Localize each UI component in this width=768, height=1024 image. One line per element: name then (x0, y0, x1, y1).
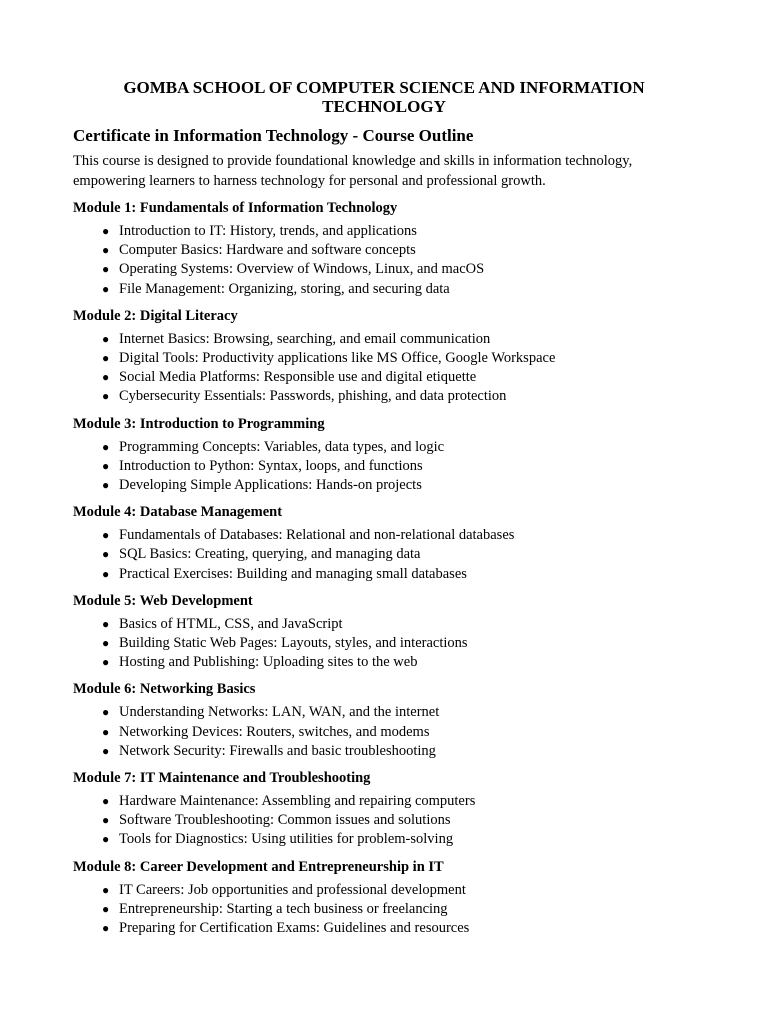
module-section-1 (73, 199, 695, 299)
list-item (102, 330, 695, 349)
bullet-icon: ● (102, 439, 110, 454)
bullet-icon: ● (102, 478, 110, 493)
bullet-icon: ● (102, 743, 110, 758)
bullet-icon: ● (102, 566, 110, 581)
list-item (102, 634, 695, 653)
course-intro: This course is designed to provide foundational knowledge and skills in information technology, empowering learners to harness technology for personal and professional growth. (73, 153, 633, 189)
list-item (102, 723, 695, 742)
list-item (102, 811, 695, 830)
topic-text: Programming Concepts: Variables, data types, and logic (119, 438, 445, 455)
module-list (73, 199, 695, 938)
module-heading: Module 7: IT Maintenance and Troubleshooting (73, 770, 371, 787)
module-heading: Module 1: Fundamentals of Information Technology (73, 200, 398, 216)
list-item (102, 653, 695, 672)
bullet-icon: ● (102, 281, 110, 296)
module-heading: Module 6: Networking Basics (73, 681, 256, 698)
list-item (102, 919, 695, 938)
bullet-icon: ● (102, 243, 110, 258)
list-item (102, 349, 695, 368)
module-section-6 (73, 680, 695, 761)
module-section-7 (73, 769, 695, 850)
module-heading: Module 3: Introduction to Programming (73, 415, 325, 432)
list-item (102, 565, 695, 584)
topic-text: Social Media Platforms: Responsible use and digital etiquette (119, 369, 477, 386)
list-item (102, 260, 695, 279)
bullet-icon: ● (102, 262, 110, 277)
bullet-icon: ● (102, 389, 110, 404)
topic-list (73, 703, 695, 761)
course-title: Certificate in Information Technology - Course Outline (73, 126, 474, 145)
list-item (102, 615, 695, 634)
list-item (102, 387, 695, 406)
topic-list (73, 615, 695, 673)
topic-text: Hosting and Publishing: Uploading sites to the web (119, 654, 418, 671)
bullet-icon: ● (102, 351, 110, 366)
topic-list (73, 222, 695, 299)
list-item (102, 900, 695, 919)
module-section-8 (73, 858, 695, 939)
topic-list (73, 330, 695, 407)
topic-text: Developing Simple Applications: Hands-on projects (119, 477, 422, 494)
topic-list (73, 526, 695, 584)
topic-list (73, 792, 695, 850)
module-heading: Module 8: Career Development and Entrepreneurship in IT (73, 858, 444, 875)
bullet-icon: ● (102, 882, 110, 897)
topic-text: Introduction to Python: Syntax, loops, and functions (119, 457, 423, 474)
list-item (102, 526, 695, 545)
topic-text: Basics of HTML, CSS, and JavaScript (119, 615, 343, 632)
list-item (102, 368, 695, 387)
bullet-icon: ● (102, 370, 110, 385)
topic-text: Networking Devices: Routers, switches, and modems (119, 723, 430, 740)
bullet-icon: ● (102, 636, 110, 651)
topic-text: Operating Systems: Overview of Windows, Linux, and macOS (119, 261, 485, 278)
topic-text: Entrepreneurship: Starting a tech business or freelancing (119, 900, 448, 917)
bullet-icon: ● (102, 813, 110, 828)
topic-text: Hardware Maintenance: Assembling and repairing computers (119, 793, 476, 810)
list-item (102, 703, 695, 722)
bullet-icon: ● (102, 921, 110, 936)
list-item (102, 881, 695, 900)
bullet-icon: ● (102, 616, 110, 631)
bullet-icon: ● (102, 458, 110, 473)
list-item (102, 792, 695, 811)
topic-text: Tools for Diagnostics: Using utilities for problem-solving (119, 831, 454, 848)
bullet-icon: ● (102, 832, 110, 847)
bullet-icon: ● (102, 528, 110, 543)
topic-text: Network Security: Firewalls and basic troubleshooting (119, 742, 436, 759)
topic-text: Understanding Networks: LAN, WAN, and the internet (119, 704, 440, 721)
topic-text: Practical Exercises: Building and managing small databases (119, 565, 467, 582)
topic-text: IT Careers: Job opportunities and professional development (119, 881, 466, 898)
topic-text: Computer Basics: Hardware and software concepts (119, 242, 416, 259)
bullet-icon: ● (102, 655, 110, 670)
bullet-icon: ● (102, 331, 110, 346)
list-item (102, 457, 695, 476)
bullet-icon: ● (102, 724, 110, 739)
list-item (102, 438, 695, 457)
topic-text: Digital Tools: Productivity applications like MS Office, Google Workspace (119, 350, 556, 367)
school-title: GOMBA SCHOOL OF COMPUTER SCIENCE AND INFORMATION TECHNOLOGY (123, 78, 645, 116)
bullet-icon: ● (102, 547, 110, 562)
bullet-icon: ● (102, 224, 110, 238)
topic-text: Internet Basics: Browsing, searching, and email communication (119, 330, 491, 347)
list-item (102, 241, 695, 260)
module-section-5 (73, 592, 695, 673)
module-heading: Module 5: Web Development (73, 592, 253, 609)
list-item (102, 476, 695, 495)
topic-list (73, 438, 695, 496)
list-item (102, 830, 695, 849)
bullet-icon: ● (102, 794, 110, 809)
list-item (102, 742, 695, 761)
topic-text: Preparing for Certification Exams: Guidelines and resources (119, 920, 470, 937)
module-section-2 (73, 307, 695, 407)
list-item (102, 222, 695, 241)
module-section-3 (73, 415, 695, 496)
topic-text: Introduction to IT: History, trends, and applications (119, 223, 417, 239)
topic-text: SQL Basics: Creating, querying, and managing data (119, 546, 421, 563)
topic-text: Fundamentals of Databases: Relational and non-relational databases (119, 527, 515, 544)
topic-text: File Management: Organizing, storing, and securing data (119, 280, 450, 297)
topic-text: Software Troubleshooting: Common issues and solutions (119, 812, 451, 829)
list-item (102, 545, 695, 564)
module-section-4 (73, 503, 695, 584)
topic-list (73, 881, 695, 939)
topic-text: Cybersecurity Essentials: Passwords, phishing, and data protection (119, 388, 507, 405)
bullet-icon: ● (102, 705, 110, 720)
module-heading: Module 4: Database Management (73, 504, 283, 521)
bullet-icon: ● (102, 901, 110, 916)
module-heading: Module 2: Digital Literacy (73, 307, 238, 324)
list-item (102, 280, 695, 299)
topic-text: Building Static Web Pages: Layouts, styles, and interactions (119, 635, 468, 652)
